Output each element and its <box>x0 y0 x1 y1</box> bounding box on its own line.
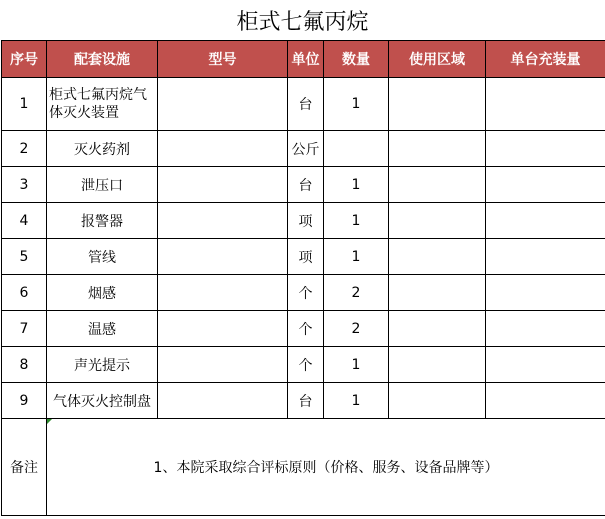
table-row <box>2 347 605 383</box>
cell-area[interactable] <box>389 347 486 383</box>
cell-seq[interactable]: 7 <box>2 311 47 347</box>
equipment-table <box>1 40 605 516</box>
cell-fill[interactable] <box>486 347 605 383</box>
cell-unit[interactable]: 台 <box>288 78 324 131</box>
cell-fill[interactable] <box>486 78 605 131</box>
cell-seq[interactable]: 5 <box>2 239 47 275</box>
cell-qty[interactable]: 1 <box>324 239 389 275</box>
cell-seq[interactable]: 6 <box>2 275 47 311</box>
cell-fill[interactable] <box>486 311 605 347</box>
table-row <box>2 78 605 131</box>
cell-model[interactable] <box>158 78 288 131</box>
cell-model[interactable] <box>158 131 288 167</box>
cell-model[interactable] <box>158 383 288 419</box>
cell-qty[interactable]: 1 <box>324 347 389 383</box>
cell-area[interactable] <box>389 311 486 347</box>
cell-qty[interactable]: 2 <box>324 275 389 311</box>
table-row <box>2 275 605 311</box>
remark-row <box>2 419 605 516</box>
cell-fill[interactable] <box>486 131 605 167</box>
cell-unit[interactable]: 项 <box>288 239 324 275</box>
cell-model[interactable] <box>158 311 288 347</box>
cell-qty[interactable]: 1 <box>324 383 389 419</box>
cell-unit[interactable]: 个 <box>288 347 324 383</box>
table-row <box>2 239 605 275</box>
cell-equipment[interactable]: 柜式七氟丙烷气体灭火装置 <box>47 78 158 131</box>
cell-unit[interactable]: 台 <box>288 167 324 203</box>
table-row <box>2 203 605 239</box>
cell-equipment[interactable]: 气体灭火控制盘 <box>47 383 158 419</box>
cell-qty[interactable]: 2 <box>324 311 389 347</box>
cell-fill[interactable] <box>486 275 605 311</box>
cell-model[interactable] <box>158 239 288 275</box>
cell-qty[interactable]: 1 <box>324 167 389 203</box>
remark-text: 1、本院采取综合评标原则（价格、服务、设备品牌等） <box>153 460 499 476</box>
cell-fill[interactable] <box>486 203 605 239</box>
remark-label[interactable]: 备注 <box>2 419 47 516</box>
cell-area[interactable] <box>389 383 486 419</box>
cell-qty[interactable]: 1 <box>324 203 389 239</box>
cell-equipment[interactable]: 灭火药剂 <box>47 131 158 167</box>
header-row <box>2 41 605 78</box>
cell-equipment[interactable]: 温感 <box>47 311 158 347</box>
header-equipment[interactable]: 配套设施 <box>47 41 158 78</box>
cell-unit[interactable]: 个 <box>288 311 324 347</box>
header-area[interactable]: 使用区域 <box>389 41 486 78</box>
cell-model[interactable] <box>158 275 288 311</box>
header-fill[interactable]: 单台充装量 <box>486 41 605 78</box>
cell-qty[interactable] <box>324 131 389 167</box>
cell-fill[interactable] <box>486 167 605 203</box>
table-row <box>2 131 605 167</box>
cell-seq[interactable]: 8 <box>2 347 47 383</box>
cell-seq[interactable]: 9 <box>2 383 47 419</box>
table-row <box>2 383 605 419</box>
cell-equipment[interactable]: 声光提示 <box>47 347 158 383</box>
cell-fill[interactable] <box>486 239 605 275</box>
sheet-title: 柜式七氟丙烷 <box>236 9 369 35</box>
header-unit[interactable]: 单位 <box>288 41 324 78</box>
table-row <box>2 311 605 347</box>
cell-model[interactable] <box>158 203 288 239</box>
cell-unit[interactable]: 公斤 <box>288 131 324 167</box>
header-qty[interactable]: 数量 <box>324 41 389 78</box>
cell-area[interactable] <box>389 275 486 311</box>
cell-unit[interactable]: 台 <box>288 383 324 419</box>
cell-model[interactable] <box>158 167 288 203</box>
cell-area[interactable] <box>389 239 486 275</box>
cell-seq[interactable]: 1 <box>2 78 47 131</box>
comment-marker-icon <box>47 419 52 424</box>
cell-fill[interactable] <box>486 383 605 419</box>
cell-area[interactable] <box>389 167 486 203</box>
cell-seq[interactable]: 3 <box>2 167 47 203</box>
cell-area[interactable] <box>389 78 486 131</box>
cell-unit[interactable]: 项 <box>288 203 324 239</box>
cell-seq[interactable]: 4 <box>2 203 47 239</box>
cell-equipment[interactable]: 管线 <box>47 239 158 275</box>
cell-area[interactable] <box>389 203 486 239</box>
cell-equipment[interactable]: 泄压口 <box>47 167 158 203</box>
remark-cell[interactable] <box>47 419 605 516</box>
table-row <box>2 167 605 203</box>
cell-area[interactable] <box>389 131 486 167</box>
header-model[interactable]: 型号 <box>158 41 288 78</box>
cell-equipment[interactable]: 烟感 <box>47 275 158 311</box>
cell-qty[interactable]: 1 <box>324 78 389 131</box>
cell-unit[interactable]: 个 <box>288 275 324 311</box>
cell-model[interactable] <box>158 347 288 383</box>
header-seq[interactable]: 序号 <box>2 41 47 78</box>
cell-seq[interactable]: 2 <box>2 131 47 167</box>
cell-equipment[interactable]: 报警器 <box>47 203 158 239</box>
